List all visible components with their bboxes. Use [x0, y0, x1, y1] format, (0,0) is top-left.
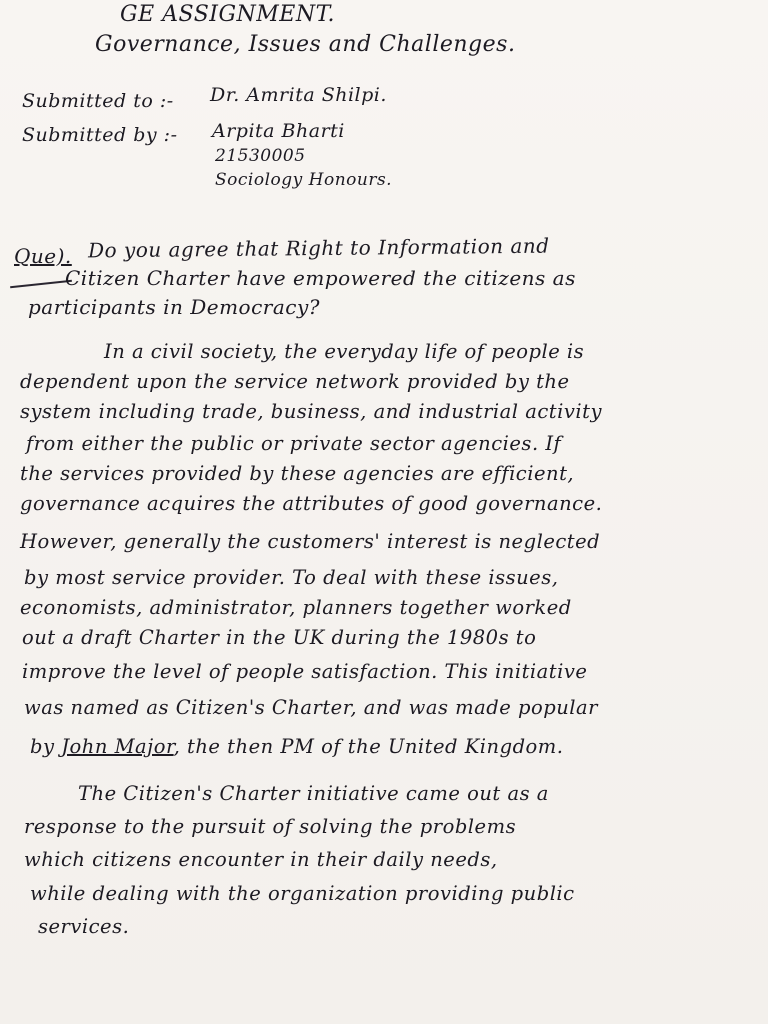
question-line: participants in Democracy? [28, 295, 321, 319]
submitted-to-name: Dr. Amrita Shilpi. [210, 84, 387, 106]
john-major-name: John Major [61, 735, 174, 758]
answer-line: system including trade, business, and industrial activity [20, 400, 602, 423]
course-name: Sociology Honours. [215, 170, 393, 190]
answer-line: improve the level of people satisfaction. This initiative [22, 660, 588, 683]
answer-line: the services provided by these agencies are efficient, [20, 462, 575, 485]
assignment-subtitle: Governance, Issues and Challenges. [95, 32, 516, 57]
answer-line-final [30, 735, 563, 758]
answer-line: by most service provider. To deal with these issues, [24, 566, 559, 589]
answer-line: The Citizen's Charter initiative came out as a [78, 782, 549, 805]
answer-line: was named as Citizen's Charter, and was made popular [24, 696, 598, 719]
submitted-by-name: Arpita Bharti [212, 120, 345, 142]
answer-line-suffix: , the then PM of the United Kingdom. [173, 735, 564, 758]
question-underline [10, 280, 72, 288]
submitted-to-label: Submitted to :- [22, 90, 174, 112]
assignment-title: GE ASSIGNMENT. [120, 2, 336, 27]
question-line: Do you agree that Right to Information and [87, 233, 550, 263]
question-line: Citizen Charter have empowered the citizens as [65, 266, 576, 290]
answer-line: services. [38, 915, 130, 938]
roll-number: 21530005 [215, 146, 306, 166]
answer-line: dependent upon the service network provided by the [20, 370, 570, 393]
answer-line: response to the pursuit of solving the problems [24, 815, 517, 838]
question-label: Que). [14, 244, 72, 268]
answer-line: which citizens encounter in their daily needs, [24, 848, 498, 871]
answer-line: while dealing with the organization providing public [30, 882, 575, 905]
answer-line: However, generally the customers' interest is neglected [20, 530, 601, 553]
answer-line: economists, administrator, planners together worked [20, 596, 572, 619]
submitted-by-label: Submitted by :- [22, 124, 178, 146]
answer-line: In a civil society, the everyday life of people is [104, 340, 585, 363]
answer-line: from either the public or private sector agencies. If [26, 432, 562, 455]
answer-line: out a draft Charter in the UK during the 1980s to [22, 626, 537, 649]
answer-line: governance acquires the attributes of good governance. [20, 492, 603, 515]
answer-line-prefix: by [30, 735, 55, 758]
